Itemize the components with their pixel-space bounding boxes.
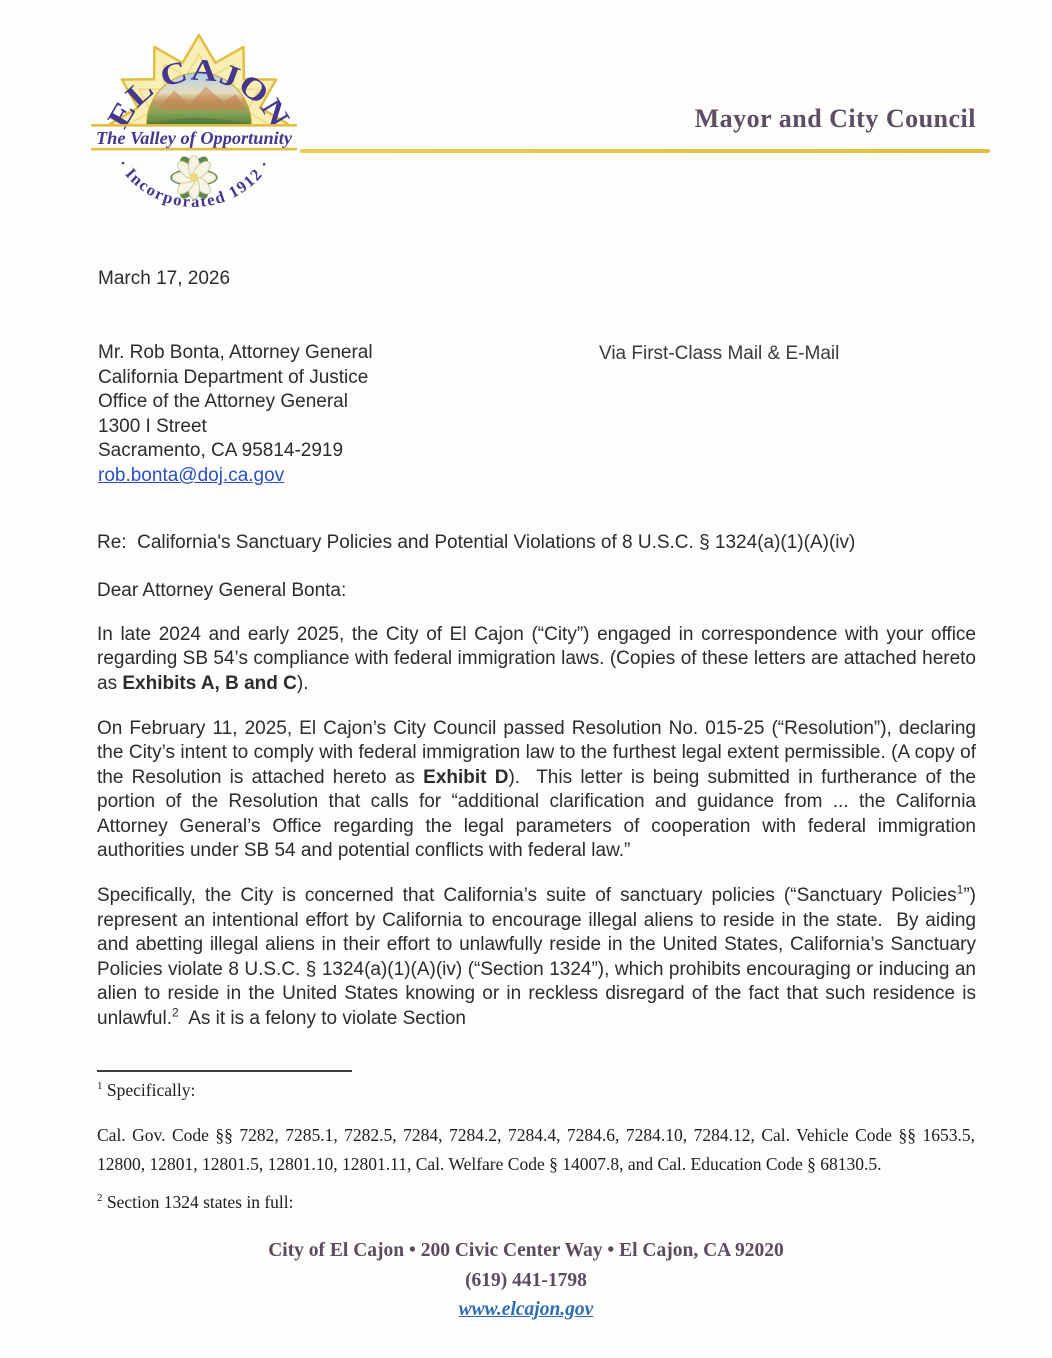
footnote-separator	[97, 1070, 352, 1072]
seal-banner-line-top	[91, 124, 297, 127]
footer-website-link[interactable]: www.elcajon.gov	[458, 1299, 594, 1320]
seal-tagline: The Valley of Opportunity	[95, 127, 293, 148]
footnote-1-marker: 1	[97, 1080, 103, 1093]
seal-city-name: EL CAJON	[100, 52, 295, 134]
paragraph-1	[97, 623, 982, 696]
page-title: Mayor and City Council	[694, 104, 976, 133]
paragraph-1-close: ).	[296, 672, 309, 694]
footnote-ref-1: 1	[956, 883, 964, 898]
footnote-2-marker: 2	[97, 1192, 103, 1205]
recipient-office: Office of the Attorney General	[98, 391, 348, 413]
recipient-street: 1300 I Street	[98, 415, 207, 437]
header-gold-divider	[300, 149, 990, 153]
footnote-1-text: Specifically:	[106, 1080, 196, 1100]
footnote-2	[97, 1192, 975, 1213]
seal-incorporated-arc: · Incorporated 1912 ·	[113, 155, 275, 211]
footnote-ref-2: 2	[172, 1005, 179, 1020]
footnote-2-text: Section 1324 states in full:	[106, 1192, 294, 1212]
re-line: Re: California's Sanctuary Policies and Potential Violations of 8 U.S.C. § 1324(a)(1)(A)(iv)	[97, 532, 856, 553]
paragraph-1-bold: Exhibits A, B and C	[122, 672, 297, 694]
recipient-address-block	[98, 341, 373, 489]
recipient-org: California Department of Justice	[98, 366, 369, 388]
paragraph-3-text-a: Specifically, the City is concerned that California’s suite of sanctuary policies (“Sanctuary Policies	[97, 885, 957, 907]
paragraph-3-text-c: As it is a felony to violate Section	[178, 1007, 466, 1029]
paragraph-2-close: ). This letter is being submitted in furtherance of the portion of the Resolution that calls for “additional clarification and guidance from ... the California Attorney General’s Office regarding the legal parameters of cooperation with federal immigration authorities under SB 54 and potential conflicts with federal law.”	[97, 766, 982, 862]
delivery-method: Via First-Class Mail & E-Mail	[599, 343, 840, 364]
footer-address: City of El Cajon • 200 Civic Center Way • El Cajon, CA 92020	[268, 1240, 784, 1261]
footer-phone: (619) 441-1798	[465, 1269, 587, 1291]
el-cajon-city-seal	[85, 33, 303, 231]
paragraph-3	[97, 883, 982, 1030]
paragraph-1-text: In late 2024 and early 2025, the City of El Cajon (“City”) engaged in correspondence with your office regarding SB 54’s compliance with federal immigration laws. (Copies of these letters are attached hereto as	[97, 623, 982, 694]
seal-banner-line-bottom	[91, 148, 297, 151]
paragraph-2-bold: Exhibit D	[423, 766, 509, 788]
salutation: Dear Attorney General Bonta:	[97, 580, 347, 602]
footnotes-section	[97, 1070, 975, 1213]
paragraph-2	[97, 717, 982, 863]
letter-date: March 17, 2026	[98, 268, 231, 289]
paragraph-3-text-b: ”) represent an intentional effort by California to encourage illegal aliens to reside in the state. By aiding and abetting illegal aliens in their effort to unlawfully reside in the United States, California’s Sanctuary Policies violate 8 U.S.C. § 1324(a)(1)(A)(iv) (“Section 1324”), which prohibits encouraging or inducing an alien to reside in the United States knowing or in reckless disregard of the fact that such residence is unlawful.	[97, 885, 982, 1029]
recipient-name: Mr. Rob Bonta, Attorney General	[98, 342, 373, 363]
footnote-1-body: Cal. Gov. Code §§ 7282, 7285.1, 7282.5, 7284, 7284.2, 7284.4, 7284.6, 7284.10, 7284.12, Cal. Vehicle Code §§ 1653.5, 12800, 12801, 12801.5, 12801.10, 12801.11, Cal. Welfare Code § 14007.8, and Cal. Education Code § 68130.5.	[97, 1125, 975, 1174]
paragraph-2-text: On February 11, 2025, El Cajon’s City Council passed Resolution No. 015-25 (“Resolution”), declaring the City’s intent to comply with federal immigration law to the furthest legal extent permissible. (A copy of the Resolution is attached hereto as	[97, 718, 982, 788]
recipient-email-link[interactable]: rob.bonta@doj.ca.gov	[98, 464, 285, 486]
recipient-city: Sacramento, CA 95814-2919	[98, 440, 344, 462]
letter-body	[97, 531, 982, 1052]
letter-footer	[0, 1236, 1052, 1325]
footnote-1	[97, 1080, 975, 1101]
